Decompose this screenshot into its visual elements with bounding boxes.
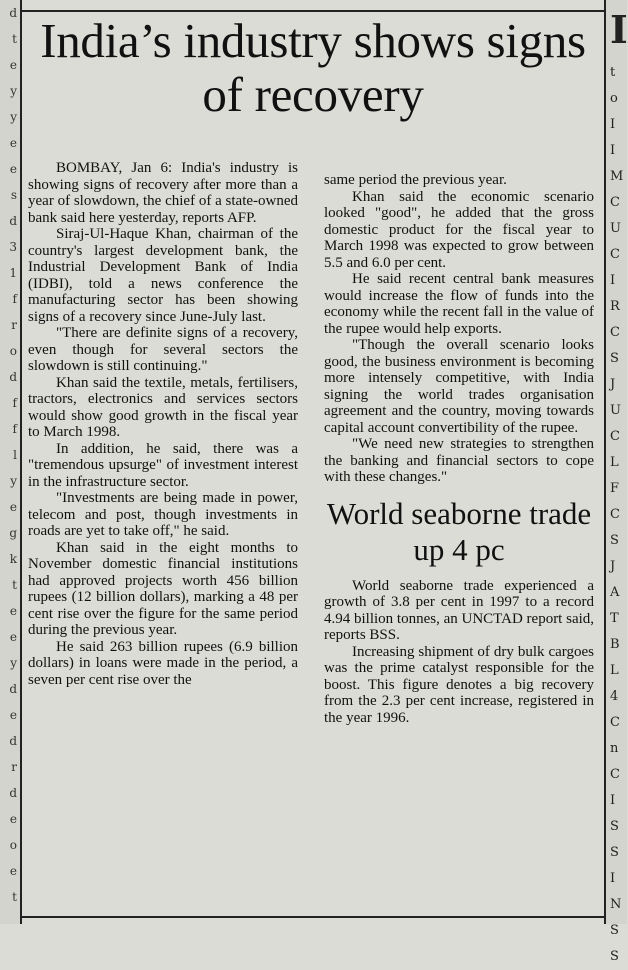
paragraph: "There are definite signs of a recovery, even though for several sectors the slowdown is still continuing." (28, 325, 298, 374)
edge-fragment: e (9, 500, 17, 514)
adjacent-column-left (0, 0, 22, 924)
edge-fragment: n (610, 741, 619, 756)
edge-fragment: C (610, 195, 620, 210)
edge-fragment: A (610, 585, 620, 600)
body-column-2 (324, 172, 594, 726)
paragraph: Khan said the textile, metals, fertilisers, tractors, electronics and services sectors would show good growth in the fiscal year to March 1998. (28, 374, 298, 440)
edge-fragment: I (610, 871, 616, 886)
edge-fragment: C (610, 325, 620, 340)
paragraph-continuation: same period the previous year. (324, 172, 507, 188)
edge-fragment: R (610, 299, 620, 314)
edge-fragment: L (610, 455, 619, 470)
edge-fragment: C (610, 247, 620, 262)
edge-fragment: C (610, 767, 620, 782)
edge-fragment: 1 (9, 266, 17, 280)
edge-fragment: B (610, 637, 620, 652)
paragraph: Siraj-Ul-Haque Khan, chairman of the country's largest development bank, the Industrial Development Bank of India (IDBI), told a news conference the manufacturing sector has been showing signs of a recovery since June-July last. (28, 226, 298, 325)
edge-fragment: e (9, 864, 17, 878)
article-headline: India’s industry shows signs of recovery (40, 13, 586, 122)
edge-fragment: t (610, 65, 616, 80)
edge-fragment: I (610, 143, 616, 158)
edge-fragment: d (9, 6, 17, 20)
edge-fragment: y (10, 474, 17, 488)
edge-fragment: N (610, 897, 622, 912)
edge-fragment: I (610, 7, 628, 52)
edge-fragment: d (9, 682, 17, 696)
edge-fragment: y (10, 656, 17, 670)
edge-fragment: T (610, 611, 619, 626)
edge-fragment: e (9, 136, 17, 150)
edge-fragment: M (610, 169, 624, 184)
paragraph: Khan said in the eight months to November domestic financial institutions had approved projects worth 456 billion rupees (12 billion dollars), marking a 48 per cent rise over the figure for the same period during the previous year. (28, 539, 298, 638)
paragraph: He said 263 billion rupees (6.9 billion dollars) in loans were made in the period, a seven per cent rise over the (28, 638, 298, 688)
edge-fragment: r (11, 318, 17, 332)
edge-fragment: e (9, 58, 17, 72)
edge-fragment: r (11, 760, 17, 774)
paragraph: "Though the overall scenario looks good, the business environment is becoming more intensely competitive, with India signing the world trades organisation agreement and the country, moving towards capital account convertibility of the rupee. (324, 337, 594, 436)
edge-fragment: S (610, 351, 619, 366)
edge-fragment: 3 (9, 240, 17, 254)
edge-fragment: S (610, 949, 619, 964)
edge-fragment: C (610, 429, 620, 444)
edge-fragment: o (610, 91, 618, 106)
edge-fragment: 4 (610, 689, 619, 704)
edge-fragment: t (12, 578, 17, 592)
edge-fragment: k (9, 552, 17, 566)
edge-fragment: f (12, 396, 17, 410)
paragraph: He said recent central bank measures would increase the flow of funds into the economy while the recent fall in the value of the rupee would help exports. (324, 271, 594, 337)
body-column-1 (28, 160, 298, 688)
paragraph: "Investments are being made in power, telecom and post, though investments in roads are yet to take off," he said. (28, 490, 298, 539)
edge-fragment: L (610, 663, 619, 678)
edge-fragment: l (13, 448, 17, 462)
news-article (28, 13, 598, 726)
edge-fragment: S (610, 819, 619, 834)
edge-fragment: d (9, 370, 17, 384)
paragraph: In addition, he said, there was a "tremendous upsurge" of investment interest in the infrastructure sector. (28, 440, 298, 490)
edge-fragment: J (610, 559, 616, 574)
edge-fragment: d (9, 734, 17, 748)
edge-fragment: g (9, 526, 17, 540)
edge-fragment: S (610, 923, 619, 938)
edge-fragment: y (10, 84, 17, 98)
edge-fragment: I (610, 793, 616, 808)
edge-fragment: U (610, 403, 621, 418)
edge-fragment: t (12, 890, 17, 904)
edge-fragment: f (12, 422, 17, 436)
paragraph: "We need new strategies to strengthen the banking and financial sectors to cope with these changes." (324, 436, 594, 485)
edge-fragment: S (610, 845, 619, 860)
edge-fragment: e (9, 812, 17, 826)
edge-fragment: o (9, 344, 17, 358)
edge-fragment: U (610, 221, 621, 236)
edge-fragment: y (10, 110, 17, 124)
edge-fragment: d (9, 214, 17, 228)
second-article-headline: World seaborne trade up 4 pc (326, 495, 592, 567)
edge-fragment: S (610, 533, 619, 548)
edge-fragment: o (9, 838, 17, 852)
edge-fragment: C (610, 715, 620, 730)
paragraph: Increasing shipment of dry bulk cargoes was the prime catalyst responsible for the boost. This figure denotes a big recovery from the 2.3 per cent increase, registered in the year 1996. (324, 643, 594, 726)
edge-fragment: e (9, 604, 17, 618)
edge-fragment: J (610, 377, 616, 392)
edge-fragment: d (9, 786, 17, 800)
edge-fragment: F (610, 481, 620, 496)
paragraph: BOMBAY, Jan 6: India's industry is showing signs of recovery after more than a year of slowdown, the chief of a state-owned bank said here yesterday, reports AFP. (28, 160, 298, 226)
paragraph: World seaborne trade experienced a growth of 3.8 per cent in 1997 to a record 4.94 billion tonnes, an UNCTAD report said, reports BSS. (324, 577, 595, 643)
paragraph: Khan said the economic scenario looked "good", he added that the gross domestic product for the fiscal year to March 1998 was expected to grow between 5.5 and 6.0 per cent. (324, 188, 594, 271)
edge-fragment: e (9, 708, 17, 722)
article-body (28, 160, 598, 920)
edge-fragment: I (610, 117, 616, 132)
edge-fragment: I (610, 273, 616, 288)
edge-fragment: f (12, 292, 17, 306)
adjacent-column-right (604, 0, 628, 964)
edge-fragment: C (610, 507, 620, 522)
top-rule (20, 10, 604, 12)
edge-fragment: t (12, 32, 17, 46)
edge-fragment: e (9, 630, 17, 644)
edge-fragment: s (10, 188, 17, 202)
edge-fragment: e (9, 162, 17, 176)
